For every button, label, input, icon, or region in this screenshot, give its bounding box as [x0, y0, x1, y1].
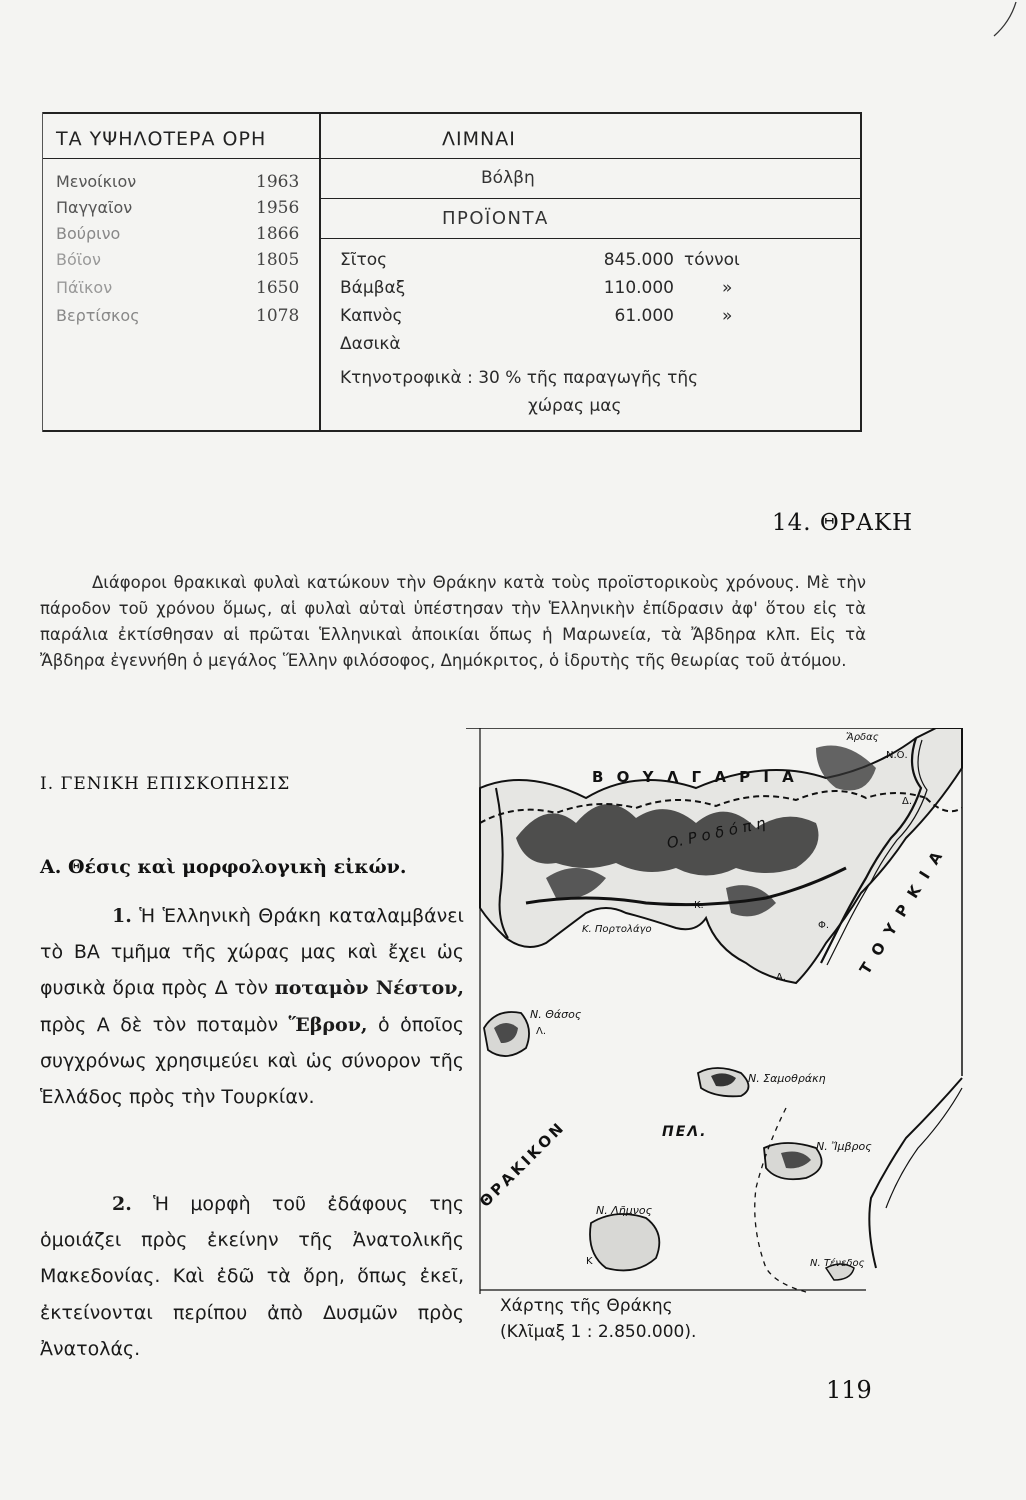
- table-bottom-border: [42, 430, 862, 432]
- mountain-row: Μενοίκιον 1963: [56, 172, 300, 192]
- page-number: 119: [826, 1376, 872, 1404]
- map-label-tenedos: Ν. Τένεδος: [810, 1258, 865, 1269]
- lakes-divider: [319, 198, 860, 199]
- lakes-header: ΛΙΜΝΑΙ: [442, 128, 516, 150]
- thrace-map: [466, 728, 966, 1294]
- mountain-row: Βόϊον 1805: [56, 250, 300, 270]
- mountain-row: Πάϊκον 1650: [56, 278, 300, 298]
- intro-paragraph: Διάφοροι θρακικαὶ φυλαὶ κατώκουν τὴν Θράκην κατὰ τοὺς προϊστορικοὺς χρόνους. Μὲ τὴν πάροδον τοῦ χρόνου ὅμως, αἱ φυλαὶ αὐταὶ ὑπέστησαν τὴν Ἑλληνικὴν ἐπίδρασιν ἀφ' ὅτου εἰς τὰ παράλια ἐκτίσθησαν αἱ πρῶται Ἑλληνικαὶ ἀποικίαι ὅπως ἡ Μαρωνεία, τὰ Ἄβδηρα κλπ. Εἰς τὰ Ἄβδηρα ἐγεννήθη ὁ μεγάλος Ἕλλην φιλόσοφος, Δημόκριτος, ὁ ἱδρυτὴς τῆς θεωρίας τοῦ ἀτόμου.: [40, 573, 866, 670]
- map-label-ardas: Ἄρδας: [846, 732, 879, 743]
- table-top-border: [42, 112, 862, 114]
- map-label-porto-lagos: Κ. Πορτολάγο: [582, 924, 652, 935]
- lake-name: Βόλβη: [481, 168, 535, 188]
- mountain-row: Βούρινο 1866: [56, 224, 300, 244]
- products-header: ΠΡΟΪΟΝΤΑ: [442, 208, 549, 229]
- map-label-turkey: Τ Ο Υ Ρ Κ Ι Α: [856, 845, 948, 978]
- statistics-table: [42, 112, 864, 434]
- map-label-kk: Κ: [586, 1256, 593, 1267]
- subsection-heading: I. ΓΕΝΙΚΗ ΕΠΙΣΚΟΠΗΣΙΣ: [40, 774, 291, 794]
- table-header-border: [42, 158, 862, 159]
- map-label-a: Α.: [776, 972, 787, 983]
- map-label-l: Λ.: [536, 1026, 547, 1037]
- section-title: 14. ΘΡΑΚΗ: [772, 510, 914, 536]
- products-divider: [319, 238, 860, 239]
- map-label-imvros: Ν. Ἴμβρος: [816, 1140, 872, 1153]
- paragraph-2: 2. Ἡ μορφὴ τοῦ ἐδάφους της ὁμοιάζει πρὸς ἐκείνην τῆς Ἀνατολικῆς Μακεδονίας. Καὶ ἐδῶ τὰ ὄρη, ὅπως ἐκεῖ, ἐκτείνονται περίπου ἀπὸ Δυσμῶν πρὸς Ἀνατολάς.: [40, 1193, 464, 1360]
- map-caption-title: Χάρτης τῆς Θράκης: [500, 1296, 673, 1316]
- map-label-samothraki: Ν. Σαμοθράκη: [748, 1072, 826, 1085]
- map-label-thracian-sea: ΘΡΑΚΙΚΟΝ: [476, 1117, 569, 1211]
- mountains-header: ΤΑ ΥΨΗΛΟΤΕΡΑ ΟΡΗ: [56, 128, 267, 150]
- paragraph-1: 1. Ἡ Ἑλληνικὴ Θράκη καταλαμβάνει τὸ ΒΑ τμῆμα τῆς χώρας μας καὶ ἔχει ὡς φυσικὰ ὅρια πρὸς Δ τὸν ποταμὸν Νέστον, πρὸς Α δὲ τὸν ποταμὸν Ἕβρον, ὁ ὁποῖος συγχρόνως χρησιμεύει καὶ ὡς σύνορον τῆς Ἑλλάδος πρὸς τὴν Τουρκίαν.: [40, 905, 464, 1109]
- map-label-thasos: Ν. Θάσος: [530, 1008, 582, 1021]
- map-label-k: Κ.: [694, 900, 704, 911]
- map-label-limnos: Ν. Λῆμνος: [596, 1204, 653, 1217]
- map-label-d: Δ.: [902, 796, 913, 807]
- map-label-sea-suffix: ΠΕΛ.: [662, 1124, 708, 1140]
- table-column-divider: [319, 112, 321, 432]
- subsection-subheading: Α. Θέσις καὶ μορφολογικὴ εἰκών.: [40, 856, 407, 878]
- livestock-line: Κτηνοτροφικὰ : 30 % τῆς παραγωγῆς τῆς: [340, 368, 699, 388]
- map-caption-scale: (Κλῖμαξ 1 : 2.850.000).: [500, 1322, 697, 1342]
- livestock-line-continued: χώρας μας: [528, 396, 622, 416]
- table-left-border: [42, 112, 43, 432]
- product-row: Δασικὰ: [340, 334, 401, 354]
- product-row: Βάμβαξ 110.000 »: [340, 278, 733, 298]
- map-label-no: Ν.Ο.: [886, 750, 908, 761]
- table-right-border: [860, 112, 862, 432]
- map-label-bulgaria: Β Ο Υ Λ Γ Α Ρ Ι Α: [592, 768, 798, 786]
- mountain-row: Παγγαῖον 1956: [56, 198, 300, 218]
- map-label-f: Φ.: [818, 920, 830, 931]
- map-label-rodopi: Ο. Ρ ο δ ό π η: [665, 813, 768, 853]
- corner-pen-mark: [988, 0, 1018, 40]
- mountain-row: Βερτίσκος 1078: [56, 306, 300, 326]
- product-row: Σῖτος 845.000 τόννοι: [340, 250, 740, 270]
- product-row: Καπνὸς 61.000 »: [340, 306, 733, 326]
